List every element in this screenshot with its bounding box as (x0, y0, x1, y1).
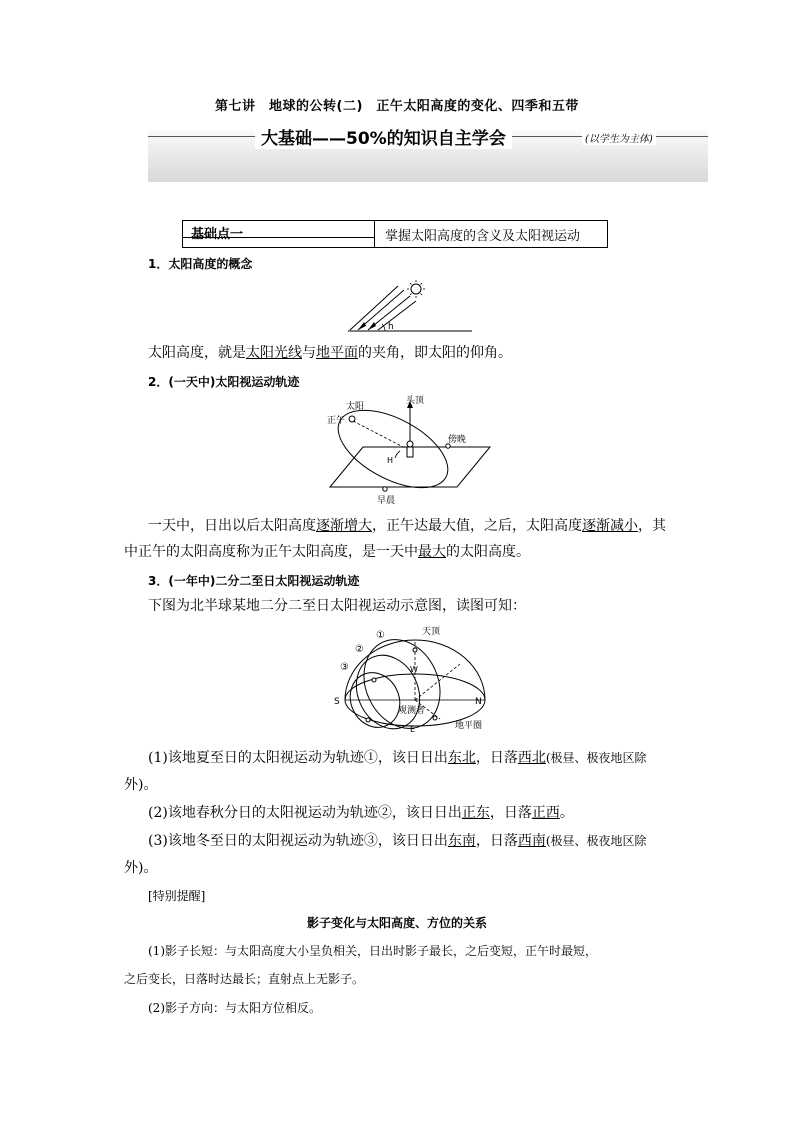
zenith-label: 天顶 (422, 627, 441, 637)
seasonal-sun-path-diagram (330, 622, 495, 732)
tip-title: 影子变化与太阳高度、方位的关系 (306, 916, 487, 930)
west-label: W (410, 665, 418, 674)
item3-line2: 外)。 (124, 860, 158, 876)
item3-line1: (3)该地冬至日的太阳视运动为轨迹③，该日日出东南，日落西南(极昼、极夜地区除 (148, 833, 647, 849)
path-1-label: ① (376, 630, 385, 641)
path-3-label: ③ (340, 662, 349, 673)
zenith-label: 头顶 (406, 396, 425, 406)
south-label: S (334, 697, 340, 707)
section3-heading: 3．(一年中)二分二至日太阳视运动轨迹 (148, 574, 360, 588)
banner-subtitle: (以学生为主体) (582, 130, 656, 145)
section3-intro: 下图为北半球某地二分二至日太阳视运动示意图，读图可知： (148, 598, 526, 614)
tip-line1: (1)影子长短：与太阳高度大小呈负相关，日出时影子最长，之后变短，正午时最短， (148, 944, 598, 958)
path-equinox (345, 645, 431, 732)
north-label: N (475, 697, 482, 707)
item1-line1: (1)该地夏至日的太阳视运动为轨迹①，该日日出东北，日落西北(极昼、极夜地区除 (148, 750, 647, 766)
item1-line2: 外)。 (124, 777, 158, 793)
sun-icon (407, 280, 425, 298)
observer-label: 观测者 (398, 706, 426, 716)
evening-label: 傍晚 (448, 435, 467, 445)
morning-label: 早晨 (377, 496, 396, 506)
knowledge-point-text: 掌握太阳高度的含义及太阳视运动 (385, 229, 581, 244)
path-2-label: ② (355, 644, 364, 655)
tip-label: [特别提醒] (148, 889, 206, 903)
noon-label: 正午 (327, 416, 346, 426)
sun-altitude-diagram (340, 278, 480, 336)
knowledge-point-label: 基础点一 (183, 221, 375, 247)
item2: (2)该地春秋分日的太阳视运动为轨迹②，该日日出正东，日落正西。 (148, 805, 574, 821)
daily-sun-path-diagram (325, 395, 495, 507)
sun-label: 太阳 (346, 402, 365, 412)
knowledge-point-table (182, 220, 608, 248)
horizon-label: 地平圈 (455, 721, 483, 731)
banner-title: 大基础——50%的知识自主学会 (255, 124, 512, 149)
section2-paragraph-line1: 一天中，日出以后太阳高度逐渐增大，正午达最大值，之后，太阳高度逐渐减小，其 (148, 518, 666, 534)
altitude-label: h (388, 322, 394, 332)
tip-line2: 之后变长，日落时达最长；直射点上无影子。 (124, 972, 365, 986)
section2-paragraph-line2: 中正午的太阳高度称为正午太阳高度，是一天中最大的太阳高度。 (124, 544, 530, 560)
section2-heading: 2．(一天中)太阳视运动轨迹 (148, 375, 300, 389)
east-label: E (410, 725, 416, 732)
noon-sun-icon (349, 416, 355, 422)
h-label: H (387, 456, 394, 465)
sun-rays (350, 286, 416, 330)
page-title: 第七讲 地球的公转(二) 正午太阳高度的变化、四季和五带 (215, 99, 579, 114)
observer-icon (407, 441, 413, 457)
section1-definition: 太阳高度，就是太阳光线与地平面的夹角，即太阳的仰角。 (148, 345, 512, 361)
section1-heading: 1．太阳高度的概念 (148, 257, 253, 271)
tip-line3: (2)影子方向：与太阳方位相反。 (148, 1001, 321, 1015)
